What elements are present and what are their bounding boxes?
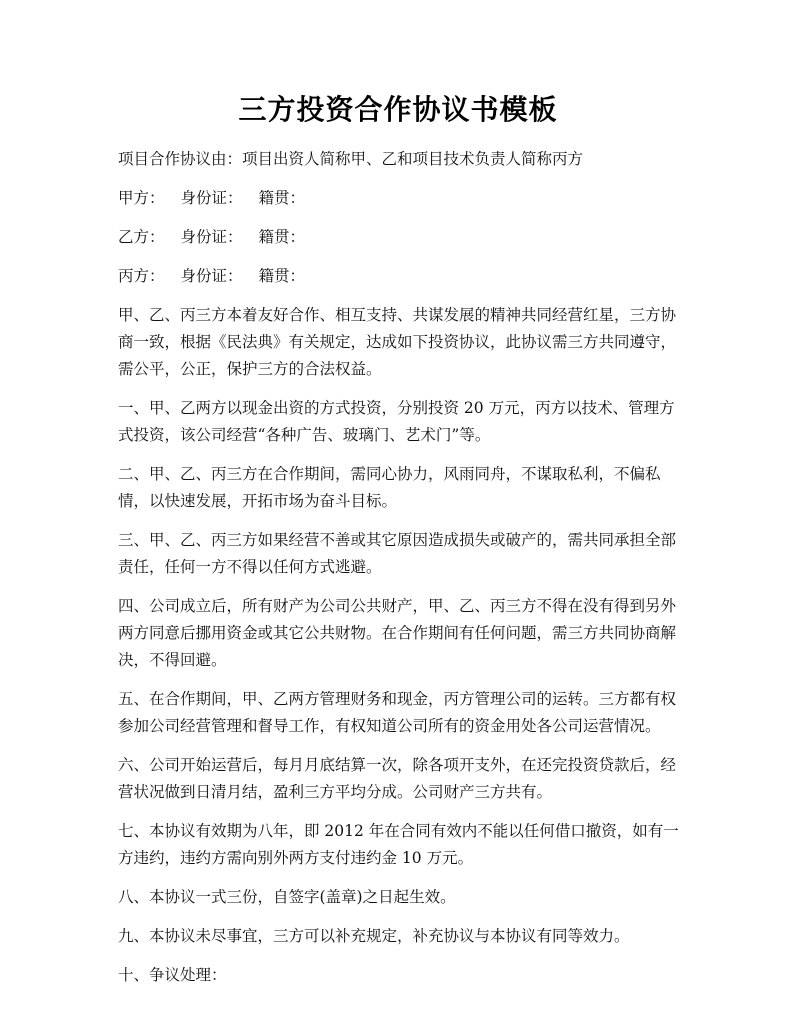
text-line: 十、争议处理： bbox=[118, 966, 227, 984]
clause-4 bbox=[118, 593, 686, 674]
document-body bbox=[118, 146, 686, 1001]
text-line: 营状况做到日清月结，盈利三方平均分成。公司财产三方共有。 bbox=[118, 783, 553, 801]
party-name: 乙方： bbox=[118, 228, 165, 246]
clause-2 bbox=[118, 461, 686, 515]
text-line: 商一致，根据《民法典》有关规定，达成如下投资协议，此协议需三方共同遵守， bbox=[118, 333, 677, 351]
party-id-label: 身份证： bbox=[180, 267, 243, 285]
party-id-label: 身份证： bbox=[180, 189, 243, 207]
clause-1 bbox=[118, 395, 686, 449]
text-line: 式投资，该公司经营“各种广告、玻璃门、艺术门”等。 bbox=[118, 426, 491, 444]
text-line: 情，以快速发展，开拓市场为奋斗目标。 bbox=[118, 492, 398, 510]
text-line: 两方同意后挪用资金或其它公共财物。在合作期间有任何问题，需三方共同协商解 bbox=[118, 624, 677, 642]
text-line: 甲、乙、丙三方本着友好合作、相互支持、共谋发展的精神共同经营红星，三方协 bbox=[118, 306, 677, 324]
text-line: 决，不得回避。 bbox=[118, 651, 227, 669]
intro-paragraph: 项目合作协议由：项目出资人简称甲、乙和项目技术负责人简称丙方 bbox=[118, 150, 584, 168]
text-line: 六、公司开始运营后，每月月底结算一次，除各项开支外，在还完投资贷款后，经 bbox=[118, 756, 677, 774]
text-line: 七、本协议有效期为八年，即 2012 年在合同有效内不能以任何借口撤资，如有一 bbox=[118, 822, 679, 840]
clause-6 bbox=[118, 752, 686, 806]
party-bing-line bbox=[118, 263, 686, 290]
party-name: 甲方： bbox=[118, 189, 165, 207]
text-line: 需公平，公正，保护三方的合法权益。 bbox=[118, 360, 382, 378]
text-line: 二、甲、乙、丙三方在合作期间，需同心协力，风雨同舟，不谋取私利，不偏私 bbox=[118, 465, 661, 483]
clause-9 bbox=[118, 923, 686, 950]
clause-3 bbox=[118, 527, 686, 581]
text-line: 九、本协议未尽事宜，三方可以补充规定，补充协议与本协议有同等效力。 bbox=[118, 927, 630, 945]
clause-10 bbox=[118, 962, 686, 989]
preamble-paragraph bbox=[118, 302, 686, 383]
text-line: 三、甲、乙、丙三方如果经营不善或其它原因造成损失或破产的，需共同承担全部 bbox=[118, 531, 677, 549]
party-origin-label: 籍贯： bbox=[258, 267, 306, 285]
party-name: 丙方： bbox=[118, 267, 165, 285]
clause-8 bbox=[118, 884, 686, 911]
party-origin-label: 籍贯： bbox=[258, 189, 306, 207]
text-line: 一、甲、乙两方以现金出资的方式投资，分别投资 20 万元，丙方以技术、管理方 bbox=[118, 399, 675, 417]
text-line: 参加公司经营管理和督导工作，有权知道公司所有的资金用处各公司运营情况。 bbox=[118, 717, 661, 735]
text-line: 方违约，违约方需向别外两方支付违约金 10 万元。 bbox=[118, 849, 474, 867]
party-id-label: 身份证： bbox=[180, 228, 243, 246]
document-title: 三方投资合作协议书模板 bbox=[238, 93, 558, 126]
text-line: 八、本协议一式三份，自签字(盖章)之日起生效。 bbox=[118, 888, 456, 906]
text-line: 四、公司成立后，所有财产为公司公共财产，甲、乙、丙三方不得在没有得到另外 bbox=[118, 597, 677, 615]
party-origin-label: 籍贯： bbox=[258, 228, 306, 246]
text-line: 五、在合作期间，甲、乙两方管理财务和现金，丙方管理公司的运转。三方都有权 bbox=[118, 690, 677, 708]
party-jia-line bbox=[118, 185, 686, 212]
clause-5 bbox=[118, 686, 686, 740]
clause-7 bbox=[118, 818, 686, 872]
party-yi-line bbox=[118, 224, 686, 251]
text-line: 责任，任何一方不得以任何方式逃避。 bbox=[118, 558, 382, 576]
